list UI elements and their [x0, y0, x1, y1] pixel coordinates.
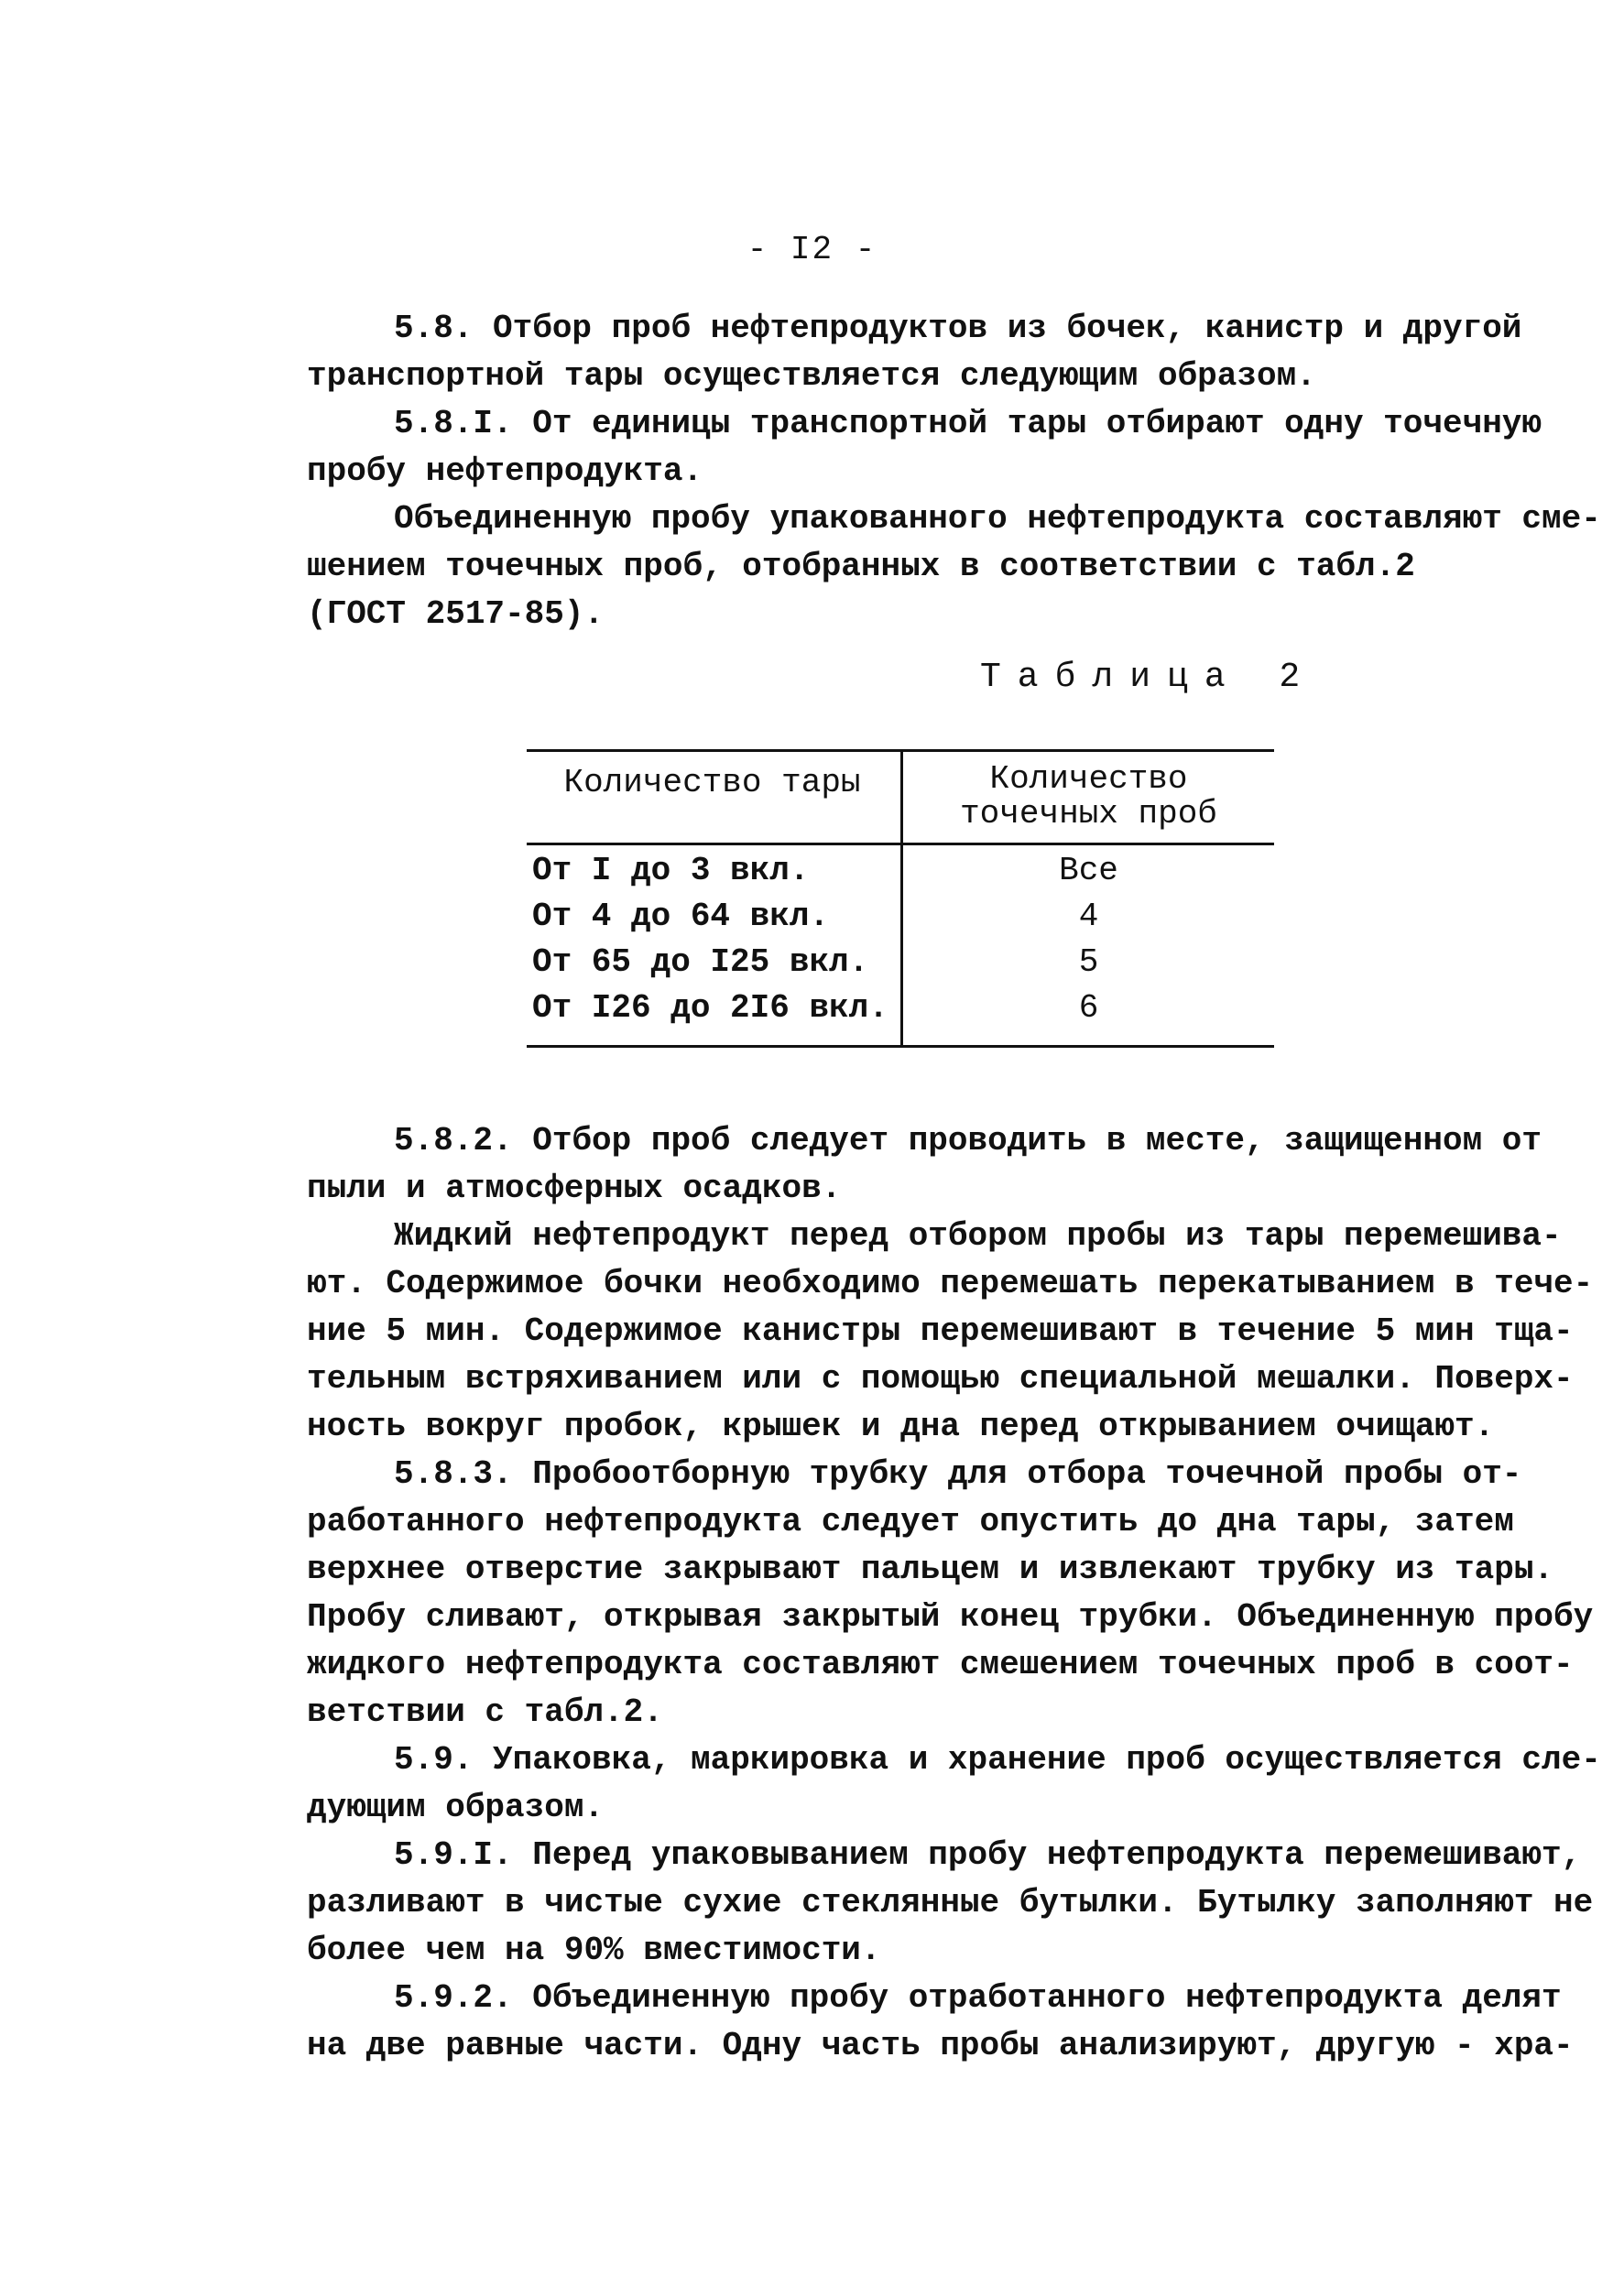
table-cell-range: От I26 до 2I6 вкл. — [532, 989, 888, 1027]
table-header-sample-count — [903, 762, 1274, 832]
table-cell-count: 6 — [1078, 989, 1099, 1027]
text-line: Пробу сливают, открывая закрытый конец трубки. Объединенную пробу — [307, 1598, 1594, 1636]
table-row — [527, 852, 1274, 898]
text-line: 5.8. Отбор проб нефтепродуктов из бочек, канистр и другой — [394, 310, 1522, 347]
text-line: (ГОСТ 2517-85). — [307, 595, 605, 633]
table-header-sample-count-line1: Количество — [989, 760, 1188, 798]
text-line: ность вокруг пробок, крышек и дна перед открыванием очищают. — [307, 1408, 1495, 1445]
table-body — [527, 852, 1274, 1035]
text-line: ние 5 мин. Содержимое канистры перемешивают в течение 5 мин тща- — [307, 1312, 1574, 1350]
table-cell-range: От I до 3 вкл. — [532, 852, 810, 889]
table-caption: Таблица 2 — [980, 658, 1317, 697]
text-line: более чем на 90% вместимости. — [307, 1932, 881, 1969]
section-5-8-2-to-5-9-2-text — [307, 1117, 1601, 2070]
text-line: пыли и атмосферных осадков. — [307, 1170, 842, 1207]
table-header-container-count: Количество тары — [563, 764, 861, 801]
text-line: ветствии с табл.2. — [307, 1693, 663, 1731]
table-header-sample-count-line2: точечных проб — [960, 795, 1217, 833]
text-line: 5.9.2. Объединенную пробу отработанного нефтепродукта делят — [394, 1979, 1562, 2017]
text-line: тельным встряхиванием или с помощью специальной мешалки. Поверх- — [307, 1360, 1574, 1398]
text-line: шением точечных проб, отобранных в соответствии с табл.2 — [307, 548, 1415, 585]
text-line: жидкого нефтепродукта составляют смешением точечных проб в соот- — [307, 1646, 1574, 1683]
text-line: ют. Содержимое бочки необходимо перемешать перекатыванием в тече- — [307, 1265, 1594, 1302]
table-row — [527, 898, 1274, 943]
table-cell-count: 4 — [1078, 898, 1099, 935]
text-line: 5.9.I. Перед упаковыванием пробу нефтепродукта перемешивают, — [394, 1836, 1582, 1874]
table-cell-range: От 4 до 64 вкл. — [532, 898, 830, 935]
text-line: Объединенную пробу упакованного нефтепродукта составляют сме- — [394, 500, 1601, 538]
text-line: работанного нефтепродукта следует опустить до дна тары, затем — [307, 1503, 1514, 1540]
text-line: дующим образом. — [307, 1789, 605, 1826]
text-line: 5.8.2. Отбор проб следует проводить в месте, защищенном от — [394, 1122, 1542, 1159]
text-line: Жидкий нефтепродукт перед отбором пробы из тары перемешива- — [394, 1217, 1562, 1255]
text-line: 5.8.3. Пробоотборную трубку для отбора точечной пробы от- — [394, 1455, 1522, 1493]
table-cell-count: Все — [1059, 852, 1118, 889]
text-line: на две равные части. Одну часть пробы анализируют, другую - хра- — [307, 2027, 1574, 2064]
text-line: пробу нефтепродукта. — [307, 452, 703, 490]
table-cell-count: 5 — [1078, 943, 1099, 981]
section-5-8-text — [307, 305, 1601, 638]
table-row — [527, 989, 1274, 1035]
text-line: разливают в чистые сухие стеклянные бутылки. Бутылку заполняют не — [307, 1884, 1594, 1921]
text-line: транспортной тары осуществляется следующим образом. — [307, 357, 1316, 395]
page-number: - I2 - — [747, 231, 877, 268]
table-row — [527, 943, 1274, 989]
table-cell-range: От 65 до I25 вкл. — [532, 943, 869, 981]
text-line: 5.8.I. От единицы транспортной тары отбирают одну точечную — [394, 405, 1542, 442]
sample-count-table — [527, 749, 1274, 1050]
text-line: верхнее отверстие закрывают пальцем и извлекают трубку из тары. — [307, 1551, 1554, 1588]
text-line: 5.9. Упаковка, маркировка и хранение проб осуществляется сле- — [394, 1741, 1601, 1779]
